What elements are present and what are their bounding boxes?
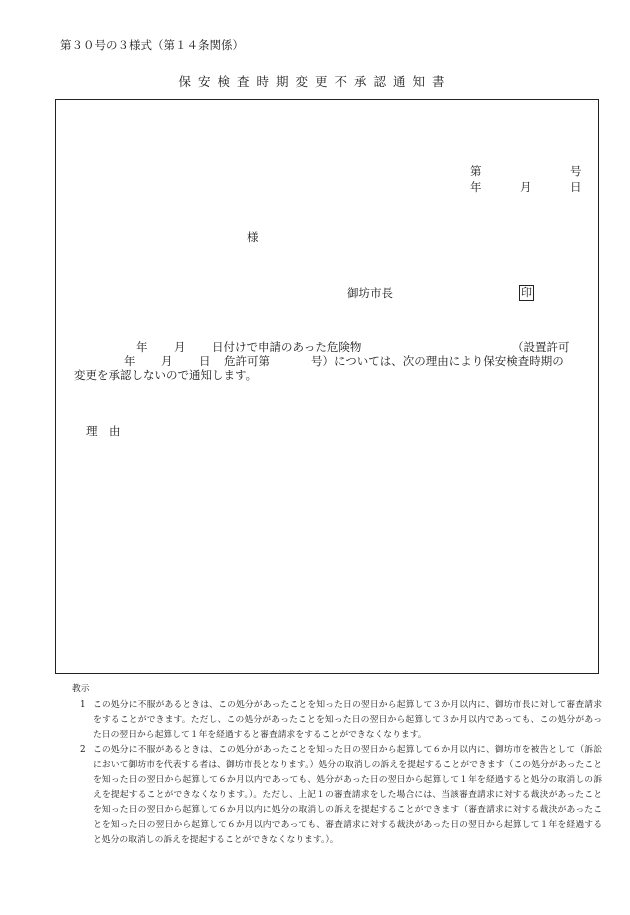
- issuer-name: 御坊市長: [347, 286, 393, 300]
- form-number-label: 第３０号の３様式（第１４条関係）: [60, 38, 244, 52]
- permit-year: 年: [124, 354, 136, 368]
- date-month: 月: [520, 180, 532, 194]
- instructions-header: 教示: [72, 684, 90, 694]
- reason-label: 理 由: [86, 424, 121, 438]
- body-year: 年: [136, 340, 148, 354]
- number-suffix: 号: [570, 164, 582, 178]
- seal-mark: 印: [521, 286, 532, 299]
- body-reason-text: 号）については、次の理由により保安検査時期の: [311, 354, 564, 368]
- addressee-suffix: 様: [247, 230, 259, 244]
- instruction-number: 2: [80, 745, 86, 755]
- body-notice-text: 変更を承認しないので通知します。: [74, 368, 258, 382]
- instruction-item: [72, 698, 602, 743]
- instruction-text: この処分に不服があるときは、この処分があったことを知った日の翌日から起算して６か月以内に、御坊市を被告として（訴訟において御坊市を代表する者は、御坊市長となります。）処分の取消しの訴えを提起することができます（この処分があったことを知った日の翌日から起算して６か月以内であっても、処分があった日の翌日から起算して１年を経過すると処分の取消しの訴えを提起することができなくなります。）。ただし、上記１の審査請求をした場合には、当該審査請求に対する裁決があったことを知った日の翌日から起算して６か月以内に処分の取消しの訴えを提起することができます（審査請求に対する裁決があったことを知った日の翌日から起算して６か月以内であっても、審査請求に対する裁決があった日の翌日から起算して１年を経過すると処分の取消しの訴えを提起することができなくなります。）。: [93, 745, 602, 845]
- document-title: 保安検査時期変更不承認通知書: [178, 74, 452, 89]
- instruction-text: この処分に不服があるときは、この処分があったことを知った日の翌日から起算して３か月以内に、御坊市長に対して審査請求をすることができます。ただし、この処分があったことを知った日の翌日から起算して３か月以内であっても、この処分があった日の翌日から起算して１年を経過すると審査請求をすることができなくなります。: [93, 700, 602, 740]
- date-day: 日: [570, 180, 582, 194]
- permit-month: 月: [161, 354, 173, 368]
- notice-body: [74, 340, 586, 382]
- notice-frame: [55, 99, 599, 674]
- number-prefix: 第: [470, 164, 482, 178]
- permit-day: 日: [199, 354, 211, 368]
- instructions-section: [72, 682, 602, 848]
- body-permit-open: （設置許可: [512, 340, 570, 354]
- instruction-number: 1: [80, 700, 86, 710]
- instruction-item: [72, 743, 602, 848]
- permit-number-label: 危許可第: [224, 354, 270, 368]
- body-application-text: 日付けで申請のあった危険物: [212, 340, 362, 354]
- body-month: 月: [174, 340, 186, 354]
- date-year: 年: [470, 180, 482, 194]
